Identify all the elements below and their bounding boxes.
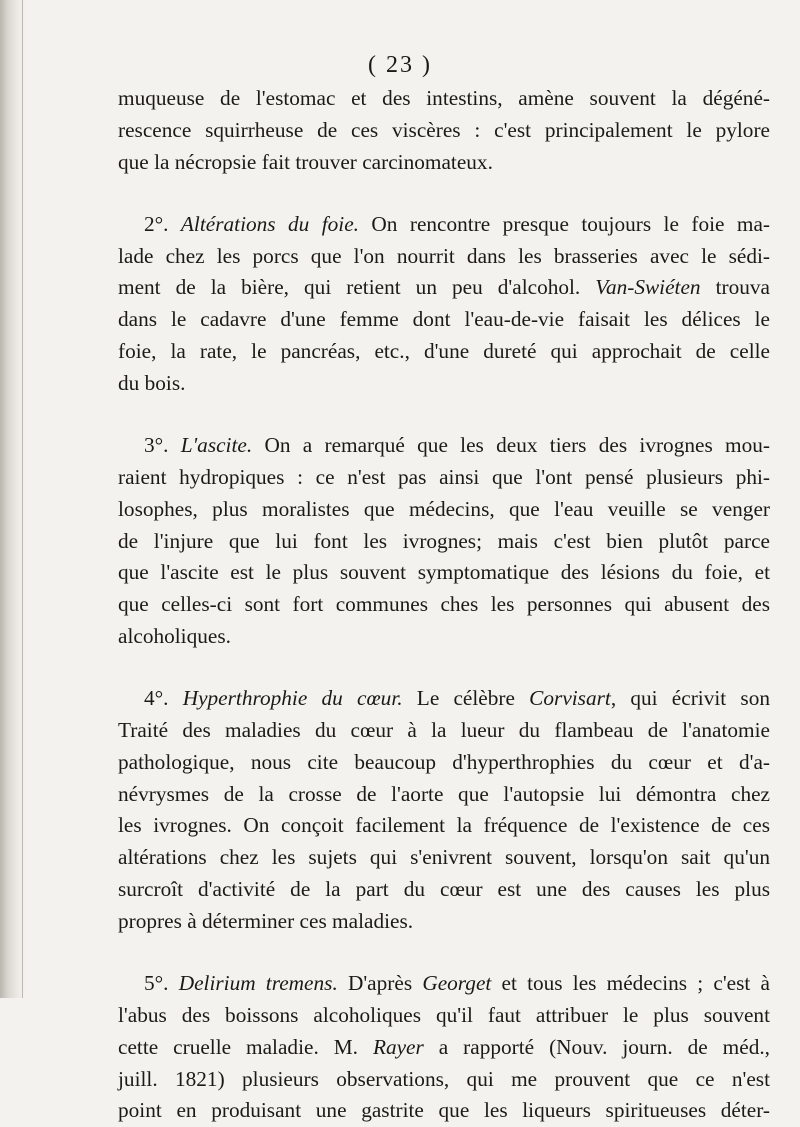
- text-line: juill. 1821) plusieurs observations, qui me prouvent que ce n'est: [118, 1066, 770, 1091]
- text-line: lade chez les porcs que l'on nourrit dans les brasseries avec le sédi-: [118, 243, 770, 268]
- text-line: que celles-ci sont fort communes ches les personnes qui abusent des: [118, 592, 770, 617]
- text-line: névrysmes de la crosse de l'aorte que l'autopsie lui démontra chez: [118, 781, 770, 806]
- text-line: rescence squirrheuse de ces viscères : c'est principalement le pylore: [118, 117, 770, 142]
- text-line: surcroît d'activité de la part du cœur est une des causes les plus: [118, 877, 770, 902]
- text-line: muqueuse de l'estomac et des intestins, amène souvent la dégéné-: [118, 86, 770, 110]
- text-line: du bois.: [118, 370, 186, 395]
- text-line: de l'injure que lui font les ivrognes; mais c'est bien plutôt parce: [118, 528, 770, 553]
- text-line: l'abus des boissons alcoholiques qu'il faut attribuer le plus souvent: [118, 1002, 770, 1027]
- text-line: ment de la bière, qui retient un peu d'alcohol. Van-Swiéten trouva: [118, 275, 771, 300]
- page-number: ( 23 ): [368, 52, 432, 78]
- text-line: pathologique, nous cite beaucoup d'hyperthrophies du cœur et d'a-: [118, 749, 770, 774]
- text-line: foie, la rate, le pancréas, etc., d'une dureté qui approchait de celle: [118, 339, 770, 364]
- text-line: Traité des maladies du cœur à la lueur du flambeau de l'anatomie: [118, 718, 770, 743]
- text-line: losophes, plus moralistes que médecins, que l'eau veuille se venger: [118, 496, 770, 521]
- text-line: point en produisant une gastrite que les liqueurs spiritueuses déter-: [118, 1098, 770, 1123]
- text-line: propres à déterminer ces maladies.: [118, 908, 414, 933]
- page-body: [118, 83, 770, 1127]
- section-start-line: 2°. Altérations du foie. On rencontre presque toujours le foie ma-: [144, 211, 770, 236]
- page-edge: [22, 0, 23, 998]
- section-start-line: 4°. Hyperthrophie du cœur. Le célèbre Corvisart, qui écrivit son: [144, 686, 770, 711]
- text-line: dans le cadavre d'une femme dont l'eau-de-vie faisait les délices le: [118, 307, 770, 332]
- text-line: que la nécropsie fait trouver carcinomateux.: [118, 149, 493, 174]
- section-start-line: 3°. L'ascite. On a remarqué que les deux tiers des ivrognes mou-: [144, 433, 770, 458]
- text-line: altérations chez les sujets qui s'enivrent souvent, lorsqu'on sait qu'un: [118, 845, 770, 870]
- text-line: alcoholiques.: [118, 623, 231, 648]
- section-start-line: 5°. Delirium tremens. D'après Georget et tous les médecins ; c'est à: [144, 971, 770, 996]
- text-line: raient hydropiques : ce n'est pas ainsi que l'ont pensé plusieurs phi-: [118, 464, 770, 489]
- text-line: les ivrognes. On conçoit facilement la fréquence de l'existence de ces: [118, 813, 770, 838]
- text-line: que l'ascite est le plus souvent symptomatique des lésions du foie, et: [118, 560, 770, 585]
- text-line: cette cruelle maladie. M. Rayer a rapporté (Nouv. journ. de méd.,: [118, 1034, 770, 1059]
